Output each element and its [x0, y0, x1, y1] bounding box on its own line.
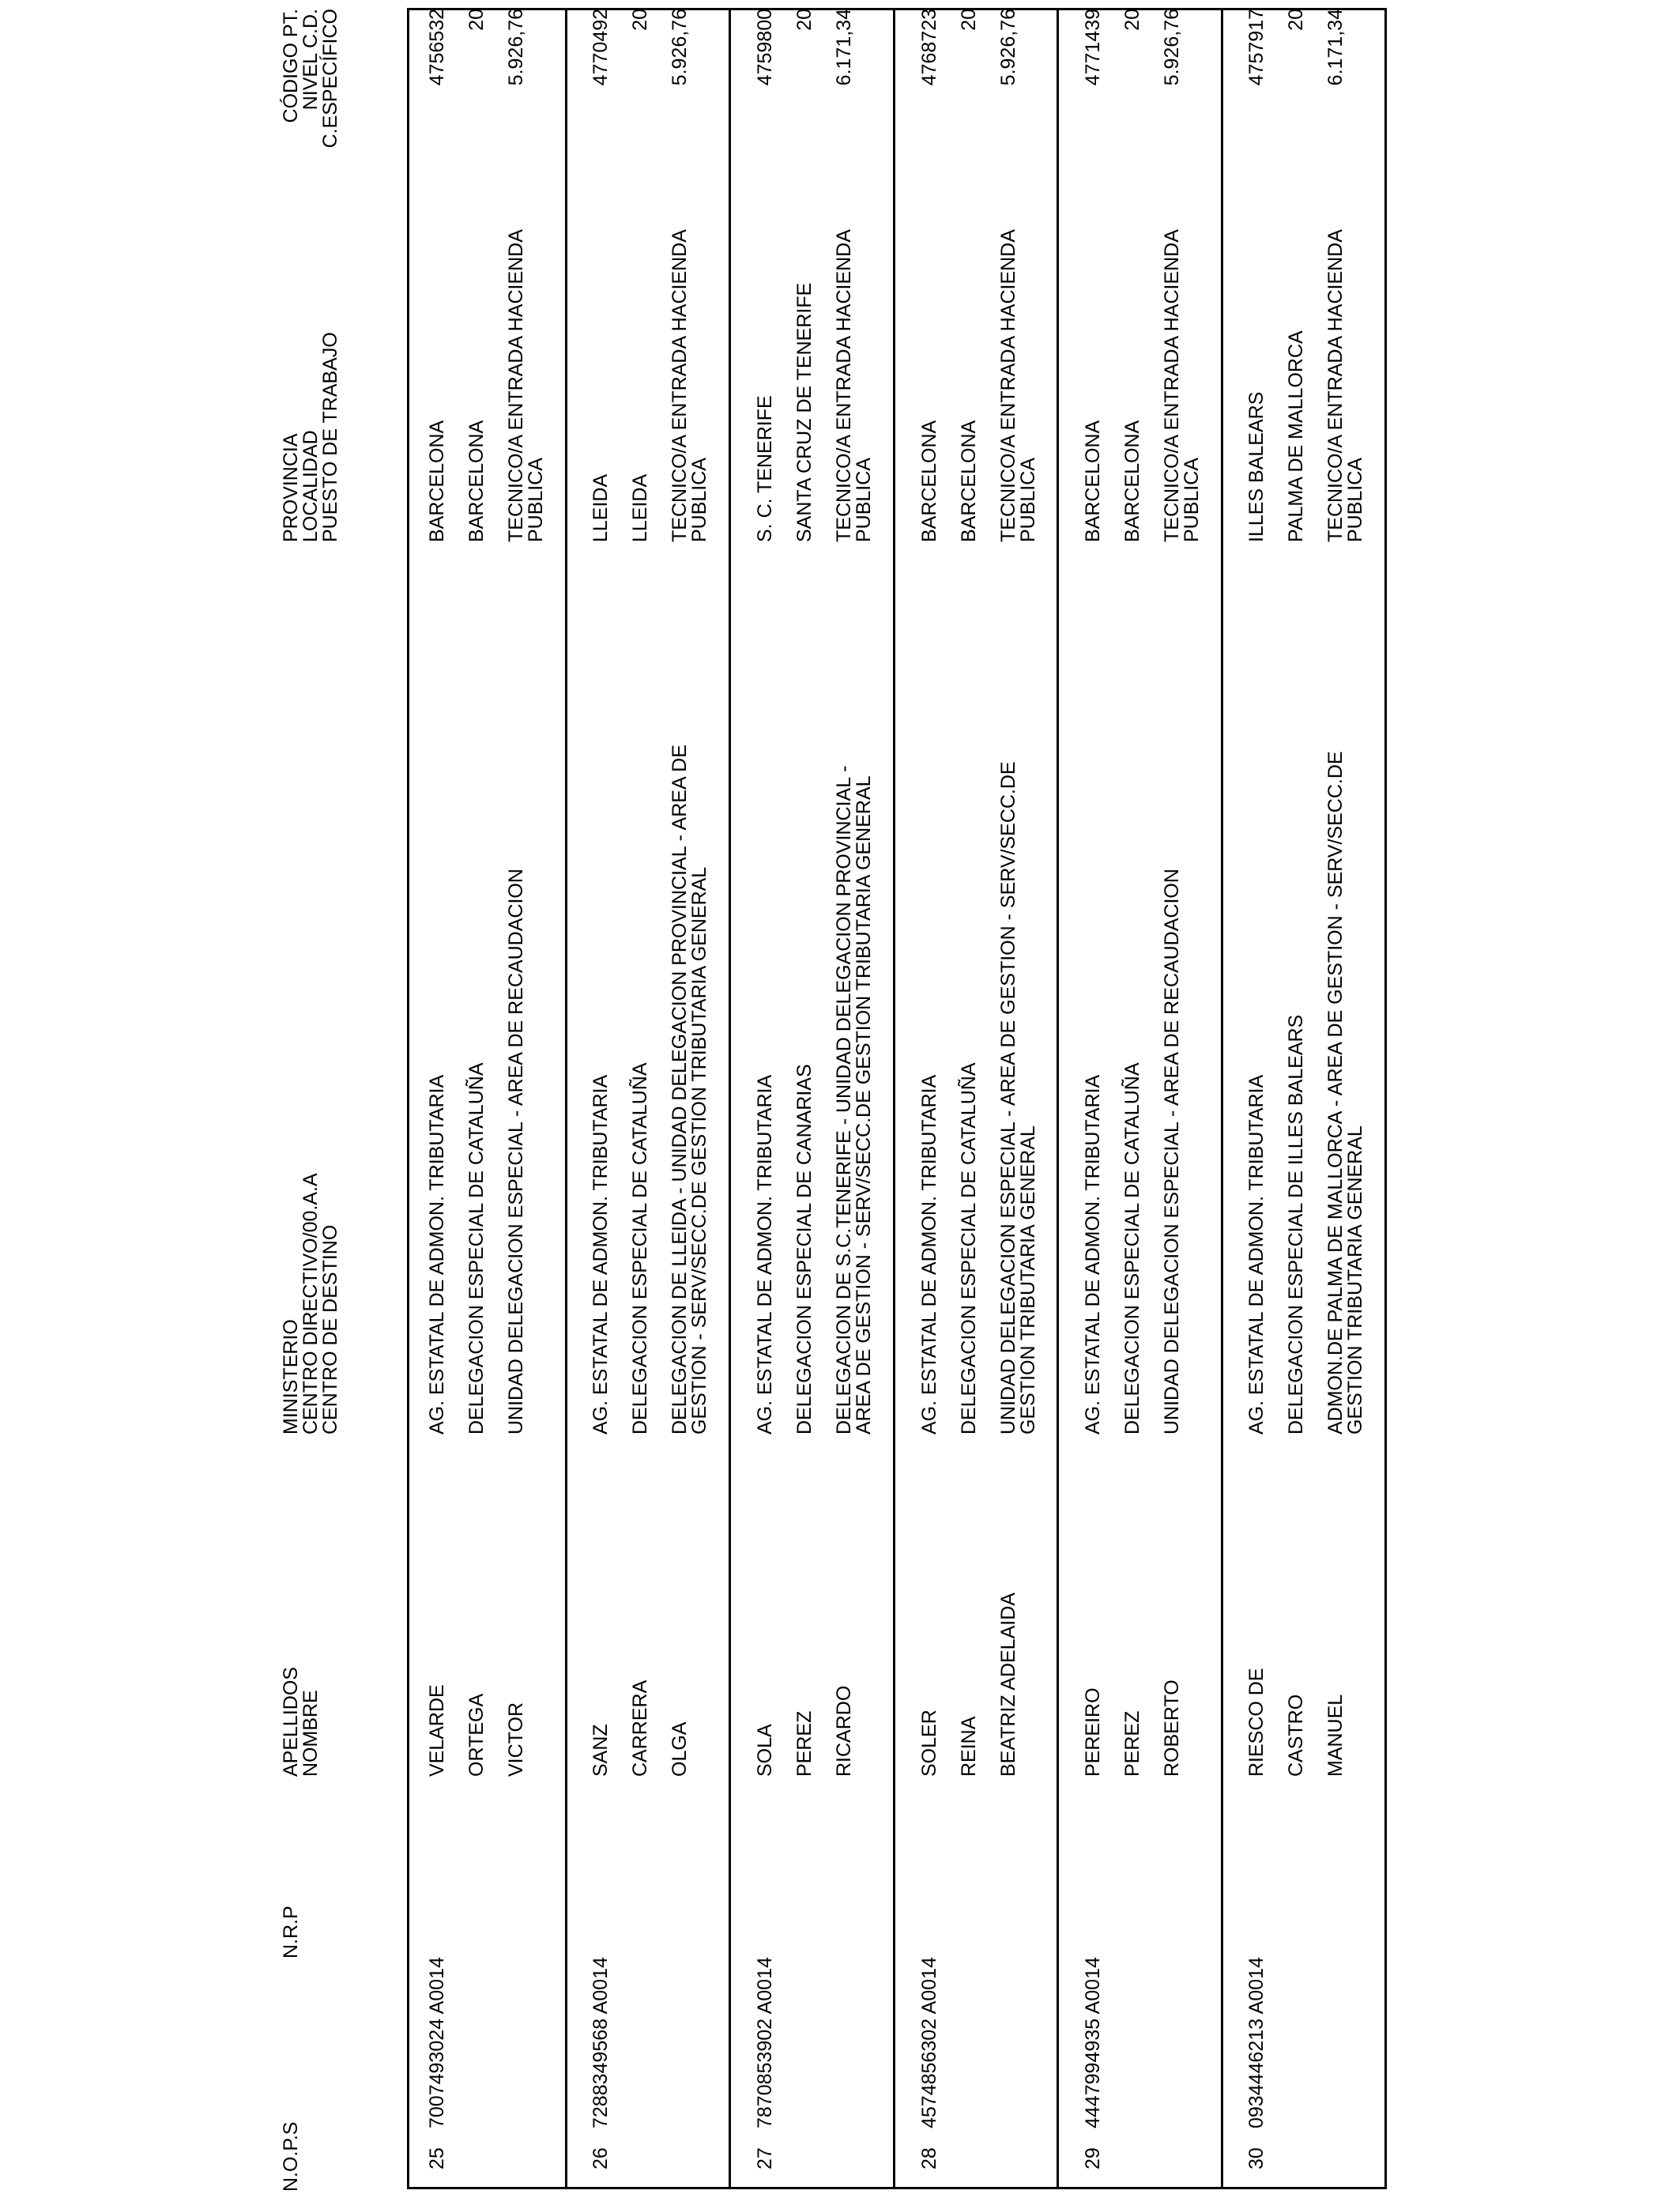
row-provincia: BARCELONA	[918, 420, 940, 542]
row-separator	[1057, 8, 1059, 2189]
row-apellido1: RIESCO DE	[1245, 1668, 1268, 1777]
row-provincia: BARCELONA	[426, 420, 448, 542]
row-ministerio: AG. ESTATAL DE ADMON. TRIBUTARIA	[754, 1074, 776, 1434]
row-ministerio: AG. ESTATAL DE ADMON. TRIBUTARIA	[1245, 1074, 1268, 1434]
row-separator	[893, 8, 895, 2189]
row-apellido2: PEREZ	[793, 1710, 816, 1777]
row-nivel: 20	[958, 9, 980, 31]
row-localidad: BARCELONA	[958, 420, 980, 542]
row-apellido2: CASTRO	[1285, 1694, 1307, 1777]
row-codigo: 4757917	[1245, 9, 1268, 86]
row-centro-destino: UNIDAD DELEGACION ESPECIAL - AREA DE GESTION - SERV/SECC.DE	[997, 761, 1019, 1434]
row-nivel: 20	[629, 9, 651, 31]
row-centro-destino-cont: GESTION TRIBUTARIA GENERAL	[1017, 1125, 1039, 1434]
row-nrp: 7870853902 A0014	[754, 1957, 776, 2128]
row-puesto-cont: PUBLICA	[688, 458, 710, 542]
row-nivel: 20	[793, 9, 816, 31]
row-localidad: BARCELONA	[1121, 420, 1143, 542]
header-puesto: PUESTO DE TRABAJO	[319, 332, 341, 542]
row-centro-directivo: DELEGACION ESPECIAL DE CATALUÑA	[629, 1062, 651, 1434]
row-centro-destino: UNIDAD DELEGACION ESPECIAL - AREA DE RECAUDACION	[505, 869, 527, 1434]
header-localidad: LOCALIDAD	[299, 430, 322, 542]
row-centro-directivo: DELEGACION ESPECIAL DE CATALUÑA	[1121, 1062, 1143, 1434]
row-codigo: 4756532	[426, 9, 448, 86]
row-nops: 28	[918, 2147, 940, 2169]
row-apellido2: CARRERA	[629, 1679, 651, 1777]
row-separator	[565, 8, 567, 2189]
row-separator	[729, 8, 731, 2189]
row-puesto: TECNICO/A ENTRADA HACIENDA	[505, 229, 527, 542]
row-ministerio: AG. ESTATAL DE ADMON. TRIBUTARIA	[590, 1074, 612, 1434]
header-nivel: NIVEL C.D.	[299, 9, 322, 111]
row-puesto-cont: PUBLICA	[525, 458, 547, 542]
row-codigo: 4771439	[1082, 9, 1104, 86]
row-apellido1: SOLER	[918, 1710, 940, 1777]
row-provincia: S. C. TENERIFE	[754, 395, 776, 542]
row-puesto: TECNICO/A ENTRADA HACIENDA	[1324, 229, 1347, 542]
row-apellido1: SANZ	[590, 1724, 612, 1777]
row-provincia: ILLES BALEARS	[1245, 391, 1268, 542]
row-puesto: TECNICO/A ENTRADA HACIENDA	[833, 229, 855, 542]
row-provincia: LLEIDA	[590, 473, 612, 542]
row-localidad: LLEIDA	[629, 473, 651, 542]
row-especifico: 5.926,76	[1161, 9, 1183, 86]
row-nombre: ROBERTO	[1161, 1679, 1183, 1777]
row-centro-destino: DELEGACION DE LLEIDA - UNIDAD DELEGACION PROVINCIAL - AREA DE	[669, 745, 691, 1434]
header-especifico: C.ESPECÍFICO	[319, 9, 341, 149]
header-apellidos: APELLIDOS	[280, 1667, 302, 1777]
row-puesto: TECNICO/A ENTRADA HACIENDA	[997, 229, 1019, 542]
row-puesto: TECNICO/A ENTRADA HACIENDA	[669, 229, 691, 542]
row-centro-directivo: DELEGACION ESPECIAL DE CATALUÑA	[465, 1062, 488, 1434]
row-nops: 30	[1245, 2147, 1268, 2169]
header-provincia: PROVINCIA	[280, 433, 302, 542]
row-nivel: 20	[1121, 9, 1143, 31]
row-nivel: 20	[465, 9, 488, 31]
row-centro-destino: DELEGACION DE S.C.TENERIFE - UNIDAD DELEGACION PROVINCIAL -	[833, 765, 855, 1434]
row-especifico: 6.171,34	[833, 9, 855, 86]
row-apellido2: REINA	[958, 1716, 980, 1777]
row-ministerio: AG. ESTATAL DE ADMON. TRIBUTARIA	[918, 1074, 940, 1434]
row-puesto: TECNICO/A ENTRADA HACIENDA	[1161, 229, 1183, 542]
row-nombre: RICARDO	[833, 1685, 855, 1777]
row-centro-destino-cont: GESTION TRIBUTARIA GENERAL	[1344, 1125, 1366, 1434]
row-ministerio: AG. ESTATAL DE ADMON. TRIBUTARIA	[426, 1074, 448, 1434]
row-centro-destino: ADMON.DE PALMA DE MALLORCA - AREA DE GESTION - SERV/SECC.DE	[1324, 751, 1347, 1434]
row-especifico: 5.926,76	[669, 9, 691, 86]
row-especifico: 6.171,34	[1324, 9, 1347, 86]
row-provincia: BARCELONA	[1082, 420, 1104, 542]
header-nombre: NOMBRE	[299, 1690, 322, 1777]
row-puesto-cont: PUBLICA	[1344, 458, 1366, 542]
row-centro-directivo: DELEGACION ESPECIAL DE CANARIAS	[793, 1064, 816, 1434]
row-localidad: SANTA CRUZ DE TENERIFE	[793, 282, 816, 542]
row-localidad: BARCELONA	[465, 420, 488, 542]
row-nops: 25	[426, 2147, 448, 2169]
row-apellido1: VELARDE	[426, 1684, 448, 1777]
row-puesto-cont: PUBLICA	[1017, 458, 1039, 542]
row-centro-directivo: DELEGACION ESPECIAL DE ILLES BALEARS	[1285, 1014, 1307, 1434]
row-nivel: 20	[1285, 9, 1307, 31]
row-centro-destino-cont: AREA DE GESTION - SERV/SECC.DE GESTION TRIBUTARIA GENERAL	[853, 775, 875, 1434]
row-codigo: 4770492	[590, 9, 612, 86]
row-nrp: 7288349568 A0014	[590, 1957, 612, 2128]
row-localidad: PALMA DE MALLORCA	[1285, 330, 1307, 542]
row-nombre: OLGA	[669, 1721, 691, 1777]
row-ministerio: AG. ESTATAL DE ADMON. TRIBUTARIA	[1082, 1074, 1104, 1434]
header-nops: N.O.P.S	[280, 2121, 302, 2192]
row-codigo: 4768723	[918, 9, 940, 86]
header-nrp: N.R.P	[280, 1906, 302, 1958]
row-apellido2: PEREZ	[1121, 1710, 1143, 1777]
row-nrp: 7007493024 A0014	[426, 1957, 448, 2128]
row-nops: 27	[754, 2147, 776, 2169]
row-apellido2: ORTEGA	[465, 1693, 488, 1777]
row-puesto-cont: PUBLICA	[853, 458, 875, 542]
row-separator	[1221, 8, 1223, 2189]
row-centro-destino: UNIDAD DELEGACION ESPECIAL - AREA DE RECAUDACION	[1161, 869, 1183, 1434]
header-codigo: CÓDIGO PT.	[280, 9, 302, 123]
row-nrp: 4447994935 A0014	[1082, 1957, 1104, 2128]
row-nrp: 4574856302 A0014	[918, 1957, 940, 2128]
row-apellido1: SOLA	[754, 1724, 776, 1777]
row-nops: 26	[590, 2147, 612, 2169]
row-nombre: VICTOR	[505, 1702, 527, 1777]
header-centro-destino: CENTRO DE DESTINO	[319, 1224, 341, 1434]
records-table	[407, 8, 1387, 2189]
row-nombre: MANUEL	[1324, 1694, 1347, 1777]
row-especifico: 5.926,76	[505, 9, 527, 86]
row-nrp: 0934446213 A0014	[1245, 1957, 1268, 2128]
header-ministerio: MINISTERIO	[280, 1319, 302, 1434]
row-especifico: 5.926,76	[997, 9, 1019, 86]
header-centro-directivo: CENTRO DIRECTIVO/00.A.A	[299, 1173, 322, 1434]
row-centro-destino-cont: GESTION - SERV/SECC.DE GESTION TRIBUTARIA GENERAL	[688, 866, 710, 1434]
row-centro-directivo: DELEGACION ESPECIAL DE CATALUÑA	[958, 1062, 980, 1434]
row-nops: 29	[1082, 2147, 1104, 2169]
row-puesto-cont: PUBLICA	[1181, 458, 1203, 542]
row-apellido1: PEREIRO	[1082, 1687, 1104, 1777]
row-nombre: BEATRIZ ADELAIDA	[997, 1593, 1019, 1777]
row-codigo: 4759800	[754, 9, 776, 86]
